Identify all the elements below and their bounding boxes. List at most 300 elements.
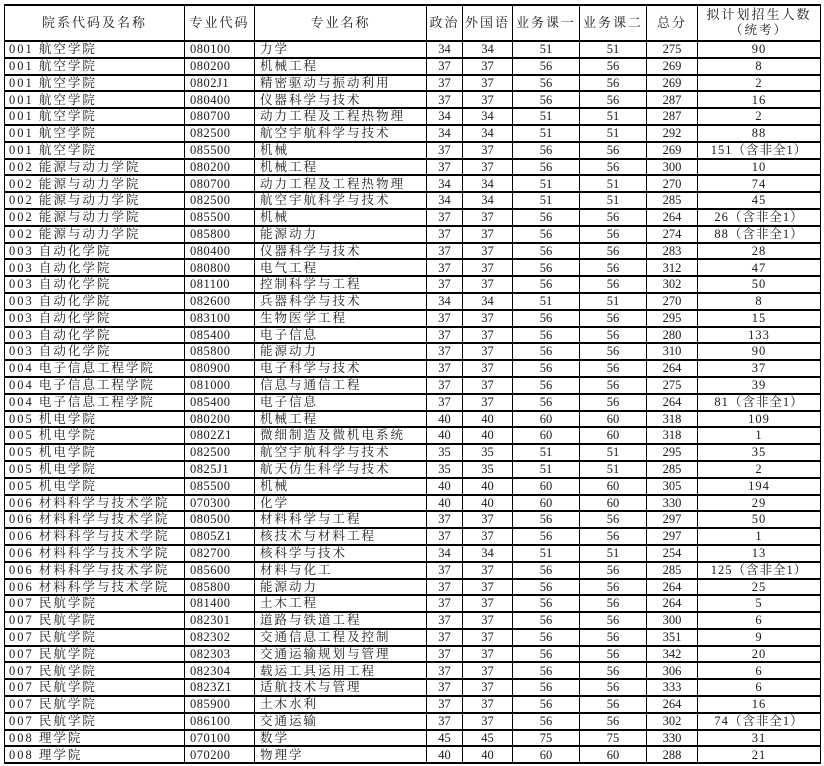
cell-politics: 37 <box>427 327 463 344</box>
cell-major-name: 仪器科学与技术 <box>255 91 427 108</box>
table-row <box>5 91 821 108</box>
cell-course1: 56 <box>513 629 580 646</box>
cell-course1: 56 <box>513 343 580 360</box>
cell-politics: 37 <box>427 243 463 260</box>
cell-course1: 56 <box>513 159 580 176</box>
cell-major-name: 电子科学与技术 <box>255 360 427 377</box>
cell-enrollment: 151（含非全1） <box>698 142 821 159</box>
cell-course1: 56 <box>513 226 580 243</box>
cell-enrollment: 10 <box>698 159 821 176</box>
table-row <box>5 360 821 377</box>
cell-course2: 56 <box>580 713 647 730</box>
cell-major-name: 控制科学与工程 <box>255 276 427 293</box>
cell-course2: 56 <box>580 629 647 646</box>
cell-course1: 56 <box>513 394 580 411</box>
cell-major-name: 机械 <box>255 478 427 495</box>
cell-major-code: 080800 <box>185 259 255 276</box>
cell-foreign-language: 37 <box>463 579 513 596</box>
cell-foreign-language: 37 <box>463 646 513 663</box>
cell-major-code: 083100 <box>185 310 255 327</box>
cell-dept: 004 电子信息工程学院 <box>5 360 185 377</box>
cell-politics: 37 <box>427 562 463 579</box>
header-total: 总分 <box>647 5 698 41</box>
cell-dept: 007 民航学院 <box>5 713 185 730</box>
cell-course2: 56 <box>580 377 647 394</box>
cell-major-code: 080200 <box>185 411 255 428</box>
cell-major-code: 085400 <box>185 327 255 344</box>
cell-politics: 37 <box>427 360 463 377</box>
cell-enrollment: 9 <box>698 629 821 646</box>
cell-foreign-language: 37 <box>463 209 513 226</box>
cell-enrollment: 8 <box>698 58 821 75</box>
cell-course2: 56 <box>580 142 647 159</box>
cell-course1: 56 <box>513 511 580 528</box>
table-row <box>5 713 821 730</box>
cell-major-code: 070300 <box>185 495 255 512</box>
table-row <box>5 495 821 512</box>
cell-course1: 60 <box>513 495 580 512</box>
cell-dept: 001 航空学院 <box>5 41 185 58</box>
cell-dept: 003 自动化学院 <box>5 310 185 327</box>
cell-major-name: 土木水利 <box>255 696 427 713</box>
cell-major-code: 080700 <box>185 108 255 125</box>
cell-course2: 56 <box>580 327 647 344</box>
table-row <box>5 192 821 209</box>
cell-dept: 003 自动化学院 <box>5 259 185 276</box>
cell-major-name: 生物医学工程 <box>255 310 427 327</box>
cell-politics: 37 <box>427 696 463 713</box>
cell-course2: 56 <box>580 310 647 327</box>
cell-major-code: 082500 <box>185 444 255 461</box>
cell-dept: 008 理学院 <box>5 730 185 747</box>
cell-course2: 60 <box>580 427 647 444</box>
cell-dept: 004 电子信息工程学院 <box>5 377 185 394</box>
cell-total: 264 <box>647 394 698 411</box>
cell-major-code: 085800 <box>185 579 255 596</box>
cell-politics: 37 <box>427 91 463 108</box>
cell-total: 330 <box>647 730 698 747</box>
cell-foreign-language: 37 <box>463 612 513 629</box>
cell-total: 264 <box>647 579 698 596</box>
cell-total: 318 <box>647 411 698 428</box>
cell-course1: 56 <box>513 142 580 159</box>
cell-course2: 56 <box>580 159 647 176</box>
table-row <box>5 444 821 461</box>
cell-dept: 001 航空学院 <box>5 142 185 159</box>
cell-course2: 60 <box>580 495 647 512</box>
table-row <box>5 142 821 159</box>
cell-course1: 56 <box>513 713 580 730</box>
cell-foreign-language: 40 <box>463 478 513 495</box>
admission-score-table <box>4 4 821 764</box>
table-row <box>5 461 821 478</box>
cell-major-code: 080700 <box>185 175 255 192</box>
cell-course1: 56 <box>513 276 580 293</box>
cell-course2: 56 <box>580 612 647 629</box>
cell-course2: 56 <box>580 259 647 276</box>
cell-major-name: 兵器科学与技术 <box>255 293 427 310</box>
cell-total: 342 <box>647 646 698 663</box>
table-row <box>5 108 821 125</box>
cell-dept: 006 材料科学与技术学院 <box>5 528 185 545</box>
cell-politics: 37 <box>427 58 463 75</box>
cell-major-name: 信息与通信工程 <box>255 377 427 394</box>
cell-course2: 56 <box>580 343 647 360</box>
cell-course2: 51 <box>580 293 647 310</box>
cell-dept: 002 能源与动力学院 <box>5 175 185 192</box>
cell-major-code: 0823Z1 <box>185 679 255 696</box>
cell-course2: 51 <box>580 545 647 562</box>
cell-major-name: 数学 <box>255 730 427 747</box>
table-body <box>5 41 821 763</box>
cell-foreign-language: 37 <box>463 696 513 713</box>
cell-foreign-language: 37 <box>463 562 513 579</box>
cell-course1: 75 <box>513 730 580 747</box>
cell-politics: 37 <box>427 310 463 327</box>
cell-total: 333 <box>647 679 698 696</box>
cell-major-code: 085500 <box>185 142 255 159</box>
cell-total: 285 <box>647 192 698 209</box>
cell-foreign-language: 34 <box>463 175 513 192</box>
cell-politics: 34 <box>427 293 463 310</box>
header-enrollment <box>698 5 821 41</box>
cell-major-name: 机械 <box>255 142 427 159</box>
cell-foreign-language: 37 <box>463 360 513 377</box>
cell-politics: 37 <box>427 713 463 730</box>
table-row <box>5 293 821 310</box>
cell-foreign-language: 37 <box>463 595 513 612</box>
cell-total: 312 <box>647 259 698 276</box>
cell-major-code: 081000 <box>185 377 255 394</box>
cell-major-code: 0802J1 <box>185 75 255 92</box>
cell-dept: 008 理学院 <box>5 746 185 763</box>
cell-course1: 51 <box>513 125 580 142</box>
cell-enrollment: 50 <box>698 511 821 528</box>
table-row <box>5 528 821 545</box>
cell-major-name: 机械 <box>255 209 427 226</box>
cell-foreign-language: 35 <box>463 444 513 461</box>
cell-total: 269 <box>647 142 698 159</box>
cell-dept: 005 机电学院 <box>5 478 185 495</box>
cell-foreign-language: 37 <box>463 259 513 276</box>
header-major-code: 专业代码 <box>185 5 255 41</box>
cell-major-code: 0805Z1 <box>185 528 255 545</box>
cell-politics: 37 <box>427 679 463 696</box>
cell-dept: 002 能源与动力学院 <box>5 209 185 226</box>
cell-dept: 005 机电学院 <box>5 461 185 478</box>
cell-total: 264 <box>647 360 698 377</box>
cell-major-name: 微细制造及微机电系统 <box>255 427 427 444</box>
cell-course1: 56 <box>513 360 580 377</box>
table-row <box>5 343 821 360</box>
cell-course1: 51 <box>513 41 580 58</box>
table-row <box>5 746 821 763</box>
cell-course1: 51 <box>513 175 580 192</box>
cell-major-code: 0825J1 <box>185 461 255 478</box>
cell-major-code: 082500 <box>185 125 255 142</box>
cell-foreign-language: 37 <box>463 528 513 545</box>
cell-politics: 40 <box>427 495 463 512</box>
cell-dept: 002 能源与动力学院 <box>5 192 185 209</box>
cell-politics: 35 <box>427 461 463 478</box>
cell-enrollment: 88 <box>698 125 821 142</box>
table-row <box>5 478 821 495</box>
cell-politics: 37 <box>427 343 463 360</box>
cell-major-code: 086100 <box>185 713 255 730</box>
table-row <box>5 377 821 394</box>
cell-course2: 75 <box>580 730 647 747</box>
cell-course1: 56 <box>513 75 580 92</box>
cell-foreign-language: 35 <box>463 461 513 478</box>
cell-foreign-language: 37 <box>463 662 513 679</box>
cell-major-code: 085400 <box>185 394 255 411</box>
cell-course1: 51 <box>513 461 580 478</box>
cell-dept: 006 材料科学与技术学院 <box>5 495 185 512</box>
table-row <box>5 327 821 344</box>
cell-dept: 007 民航学院 <box>5 612 185 629</box>
cell-major-name: 力学 <box>255 41 427 58</box>
cell-politics: 37 <box>427 159 463 176</box>
cell-course2: 56 <box>580 243 647 260</box>
cell-foreign-language: 37 <box>463 394 513 411</box>
cell-course1: 60 <box>513 427 580 444</box>
cell-major-name: 核科学与技术 <box>255 545 427 562</box>
cell-foreign-language: 40 <box>463 427 513 444</box>
cell-course1: 56 <box>513 612 580 629</box>
cell-major-name: 能源动力 <box>255 226 427 243</box>
cell-course1: 56 <box>513 528 580 545</box>
cell-enrollment: 6 <box>698 679 821 696</box>
header-course1: 业务课一 <box>513 5 580 41</box>
cell-enrollment: 2 <box>698 75 821 92</box>
cell-politics: 40 <box>427 427 463 444</box>
cell-dept: 001 航空学院 <box>5 91 185 108</box>
cell-course1: 51 <box>513 192 580 209</box>
cell-major-name: 动力工程及工程热物理 <box>255 175 427 192</box>
header-major-name: 专业名称 <box>255 5 427 41</box>
cell-dept: 006 材料科学与技术学院 <box>5 579 185 596</box>
cell-major-name: 核技术与材料工程 <box>255 528 427 545</box>
cell-dept: 007 民航学院 <box>5 662 185 679</box>
cell-major-code: 080500 <box>185 511 255 528</box>
cell-dept: 006 材料科学与技术学院 <box>5 545 185 562</box>
cell-major-name: 航空宇航科学与技术 <box>255 444 427 461</box>
cell-foreign-language: 34 <box>463 125 513 142</box>
cell-enrollment: 1 <box>698 528 821 545</box>
cell-major-code: 085500 <box>185 478 255 495</box>
cell-total: 270 <box>647 175 698 192</box>
cell-politics: 37 <box>427 276 463 293</box>
cell-major-code: 085800 <box>185 343 255 360</box>
cell-dept: 006 材料科学与技术学院 <box>5 562 185 579</box>
cell-enrollment: 88（含非全1） <box>698 226 821 243</box>
cell-total: 297 <box>647 528 698 545</box>
cell-major-code: 080100 <box>185 41 255 58</box>
header-row <box>5 5 821 41</box>
cell-enrollment: 29 <box>698 495 821 512</box>
cell-foreign-language: 37 <box>463 679 513 696</box>
cell-total: 254 <box>647 545 698 562</box>
cell-politics: 34 <box>427 108 463 125</box>
table-row <box>5 579 821 596</box>
table-row <box>5 58 821 75</box>
cell-foreign-language: 37 <box>463 511 513 528</box>
cell-course1: 56 <box>513 579 580 596</box>
table-row <box>5 562 821 579</box>
cell-total: 318 <box>647 427 698 444</box>
cell-major-name: 航天仿生科学与技术 <box>255 461 427 478</box>
cell-major-name: 材料与化工 <box>255 562 427 579</box>
cell-politics: 34 <box>427 545 463 562</box>
cell-total: 269 <box>647 75 698 92</box>
cell-politics: 34 <box>427 192 463 209</box>
cell-major-code: 082301 <box>185 612 255 629</box>
cell-course2: 51 <box>580 444 647 461</box>
cell-total: 351 <box>647 629 698 646</box>
cell-dept: 003 自动化学院 <box>5 343 185 360</box>
table-row <box>5 427 821 444</box>
cell-foreign-language: 37 <box>463 142 513 159</box>
cell-major-code: 085600 <box>185 562 255 579</box>
cell-course2: 56 <box>580 394 647 411</box>
cell-total: 287 <box>647 91 698 108</box>
cell-course1: 56 <box>513 696 580 713</box>
cell-enrollment: 28 <box>698 243 821 260</box>
table-row <box>5 175 821 192</box>
cell-politics: 37 <box>427 595 463 612</box>
table-row <box>5 595 821 612</box>
header-dept: 院系代码及名称 <box>5 5 185 41</box>
cell-total: 274 <box>647 226 698 243</box>
cell-enrollment: 35 <box>698 444 821 461</box>
cell-major-code: 081100 <box>185 276 255 293</box>
cell-course2: 56 <box>580 662 647 679</box>
cell-politics: 37 <box>427 612 463 629</box>
cell-dept: 001 航空学院 <box>5 58 185 75</box>
cell-course2: 56 <box>580 595 647 612</box>
cell-major-name: 电子信息 <box>255 327 427 344</box>
cell-enrollment: 50 <box>698 276 821 293</box>
cell-enrollment: 16 <box>698 696 821 713</box>
cell-total: 264 <box>647 696 698 713</box>
cell-enrollment: 8 <box>698 293 821 310</box>
cell-total: 269 <box>647 58 698 75</box>
cell-enrollment: 20 <box>698 646 821 663</box>
cell-foreign-language: 37 <box>463 58 513 75</box>
header-politics: 政治 <box>427 5 463 41</box>
cell-enrollment: 5 <box>698 595 821 612</box>
cell-dept: 003 自动化学院 <box>5 293 185 310</box>
cell-foreign-language: 34 <box>463 293 513 310</box>
cell-major-name: 动力工程及工程热物理 <box>255 108 427 125</box>
cell-politics: 37 <box>427 646 463 663</box>
cell-foreign-language: 37 <box>463 91 513 108</box>
cell-major-name: 物理学 <box>255 746 427 763</box>
cell-foreign-language: 40 <box>463 495 513 512</box>
cell-total: 285 <box>647 461 698 478</box>
cell-enrollment: 2 <box>698 108 821 125</box>
table-row <box>5 696 821 713</box>
cell-enrollment: 47 <box>698 259 821 276</box>
cell-foreign-language: 34 <box>463 545 513 562</box>
cell-enrollment: 81（含非全1） <box>698 394 821 411</box>
cell-major-name: 化学 <box>255 495 427 512</box>
cell-major-code: 082500 <box>185 192 255 209</box>
cell-course2: 51 <box>580 175 647 192</box>
cell-dept: 002 能源与动力学院 <box>5 226 185 243</box>
cell-dept: 007 民航学院 <box>5 595 185 612</box>
cell-course1: 56 <box>513 679 580 696</box>
cell-major-code: 080900 <box>185 360 255 377</box>
cell-enrollment: 74 <box>698 175 821 192</box>
cell-course2: 51 <box>580 108 647 125</box>
cell-course1: 51 <box>513 108 580 125</box>
cell-politics: 37 <box>427 226 463 243</box>
header-course2: 业务课二 <box>580 5 647 41</box>
cell-major-code: 082304 <box>185 662 255 679</box>
cell-major-code: 080400 <box>185 91 255 108</box>
cell-enrollment: 16 <box>698 91 821 108</box>
cell-major-code: 085500 <box>185 209 255 226</box>
cell-major-name: 仪器科学与技术 <box>255 243 427 260</box>
cell-dept: 003 自动化学院 <box>5 276 185 293</box>
cell-foreign-language: 37 <box>463 310 513 327</box>
table-row <box>5 159 821 176</box>
cell-total: 300 <box>647 159 698 176</box>
cell-total: 285 <box>647 562 698 579</box>
cell-total: 310 <box>647 343 698 360</box>
cell-politics: 45 <box>427 730 463 747</box>
cell-foreign-language: 34 <box>463 192 513 209</box>
cell-major-name: 机械工程 <box>255 411 427 428</box>
cell-course1: 56 <box>513 310 580 327</box>
cell-major-code: 082700 <box>185 545 255 562</box>
cell-enrollment: 45 <box>698 192 821 209</box>
cell-dept: 007 民航学院 <box>5 646 185 663</box>
cell-dept: 007 民航学院 <box>5 679 185 696</box>
cell-course2: 56 <box>580 562 647 579</box>
cell-total: 270 <box>647 293 698 310</box>
cell-politics: 37 <box>427 259 463 276</box>
cell-course1: 56 <box>513 58 580 75</box>
cell-course1: 56 <box>513 327 580 344</box>
cell-total: 295 <box>647 310 698 327</box>
cell-foreign-language: 37 <box>463 243 513 260</box>
cell-course1: 56 <box>513 595 580 612</box>
cell-foreign-language: 37 <box>463 75 513 92</box>
cell-course1: 56 <box>513 243 580 260</box>
table-header <box>5 5 821 41</box>
cell-course2: 51 <box>580 461 647 478</box>
table-row <box>5 629 821 646</box>
cell-course2: 60 <box>580 411 647 428</box>
cell-major-name: 土木工程 <box>255 595 427 612</box>
cell-major-name: 精密驱动与振动利用 <box>255 75 427 92</box>
cell-foreign-language: 40 <box>463 746 513 763</box>
cell-course2: 56 <box>580 91 647 108</box>
cell-major-name: 道路与铁道工程 <box>255 612 427 629</box>
cell-dept: 005 机电学院 <box>5 444 185 461</box>
table-row <box>5 259 821 276</box>
table-row <box>5 125 821 142</box>
cell-dept: 003 自动化学院 <box>5 327 185 344</box>
cell-enrollment: 6 <box>698 612 821 629</box>
table-row <box>5 612 821 629</box>
table-row <box>5 209 821 226</box>
cell-enrollment: 21 <box>698 746 821 763</box>
cell-course1: 56 <box>513 91 580 108</box>
cell-enrollment: 15 <box>698 310 821 327</box>
